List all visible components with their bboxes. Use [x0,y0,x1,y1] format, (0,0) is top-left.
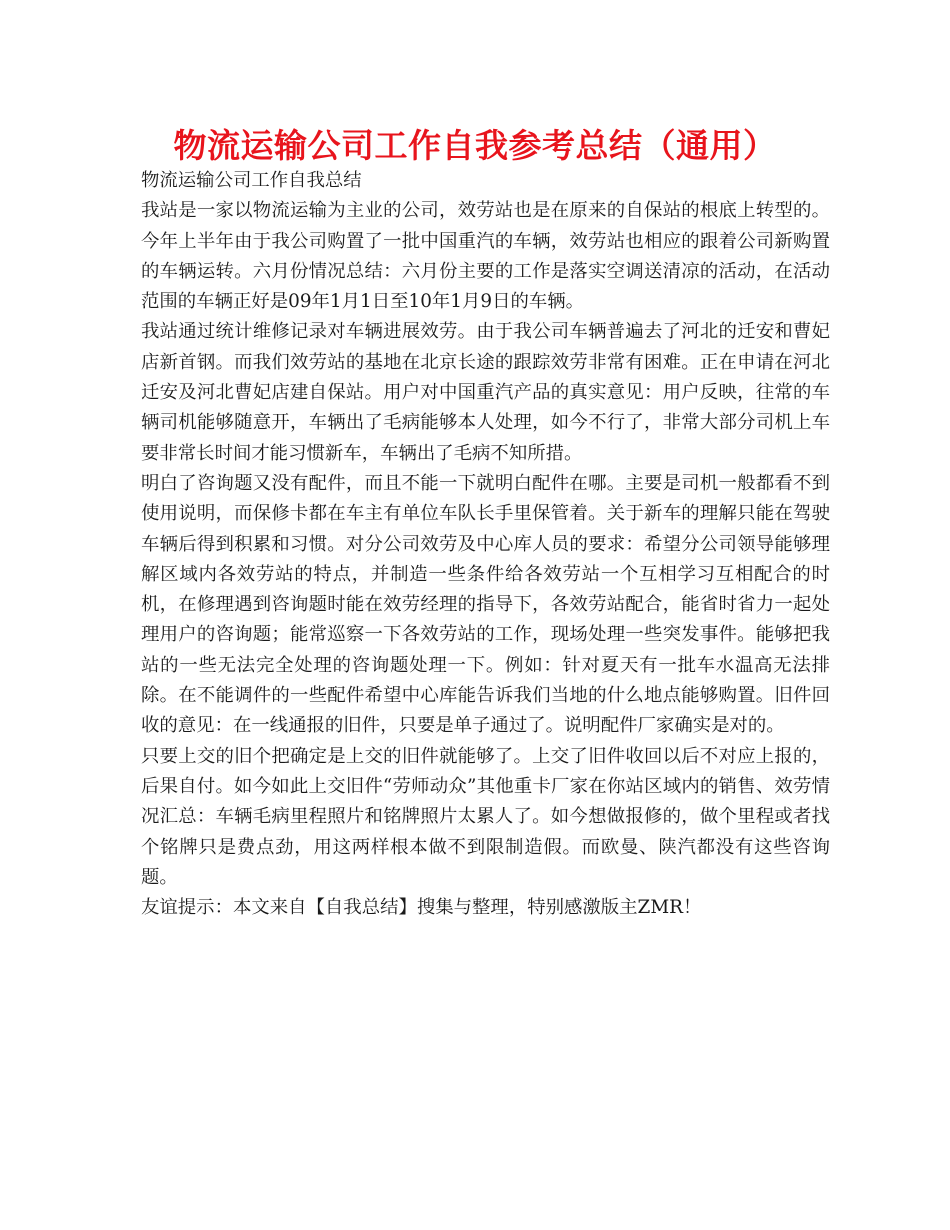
body-paragraph: 我站通过统计维修记录对车辆进展效劳。由于我公司车辆普遍去了河北的迁安和曹妃店新首钢。而我们效劳站的基地在北京长途的跟踪效劳非常有困难。正在申请在河北迁安及河北曹妃店建自保站。用户对中国重汽产品的真实意见：用户反映，往常的车辆司机能够随意开，车辆出了毛病能够本人处理，如今不行了，非常大部分司机上车要非常长时间才能习惯新车，车辆出了毛病不知所措。 [141,321,830,464]
body-paragraph: 明白了咨询题又没有配件，而且不能一下就明白配件在哪。主要是司机一般都看不到使用说明，而保修卡都在车主有单位车队长手里保管着。关于新车的理解只能在驾驶车辆后得到积累和习惯。对分公司效劳及中心库人员的要求：希望分公司领导能够理解区域内各效劳站的特点，并制造一些条件给各效劳站一个互相学习互相配合的时机，在修理遇到咨询题时能在效劳经理的指导下，各效劳站配合，能省时省力一起处理用户的咨询题；能常巡察一下各效劳站的工作，现场处理一些突发事件。能够把我站的一些无法完全处理的咨询题处理一下。例如：针对夏天有一批车水温高无法排除。在不能调件的一些配件希望中心库能告诉我们当地的什么地点能够购置。旧件回收的意见：在一线通报的旧件，只要是单子通过了。说明配件厂家确实是对的。 [141,472,830,737]
footer-note: 友谊提示：本文来自【自我总结】搜集与整理，特别感激版主ZMR！ [141,897,702,919]
body-paragraph: 我站是一家以物流运输为主业的公司，效劳站也是在原来的自保站的根底上转型的。今年上半年由于我公司购置了一批中国重汽的车辆，效劳站也相应的跟着公司新购置的车辆运转。六月份情况总结：六月份主要的工作是落实空调送清凉的活动，在活动范围的车辆正好是09年1月1日至10年1月9日的车辆。 [141,200,830,313]
document-body [141,166,830,923]
document-title: 物流运输公司工作自我参考总结（通用） [173,126,777,165]
subtitle-paragraph: 物流运输公司工作自我总结 [141,170,362,191]
body-paragraph: 只要上交的旧个把确定是上交的旧件就能够了。上交了旧件收回以后不对应上报的，后果自付。如今如此上交旧件“劳师动众”其他重卡厂家在你站区域内的销售、效劳情况汇总：车辆毛病里程照片和铭牌照片太累人了。如今想做报修的，做个里程或者找个铭牌只是费点劲，用这两样根本做不到限制造假。而欧曼、陕汽都没有这些咨询题。 [141,745,830,888]
